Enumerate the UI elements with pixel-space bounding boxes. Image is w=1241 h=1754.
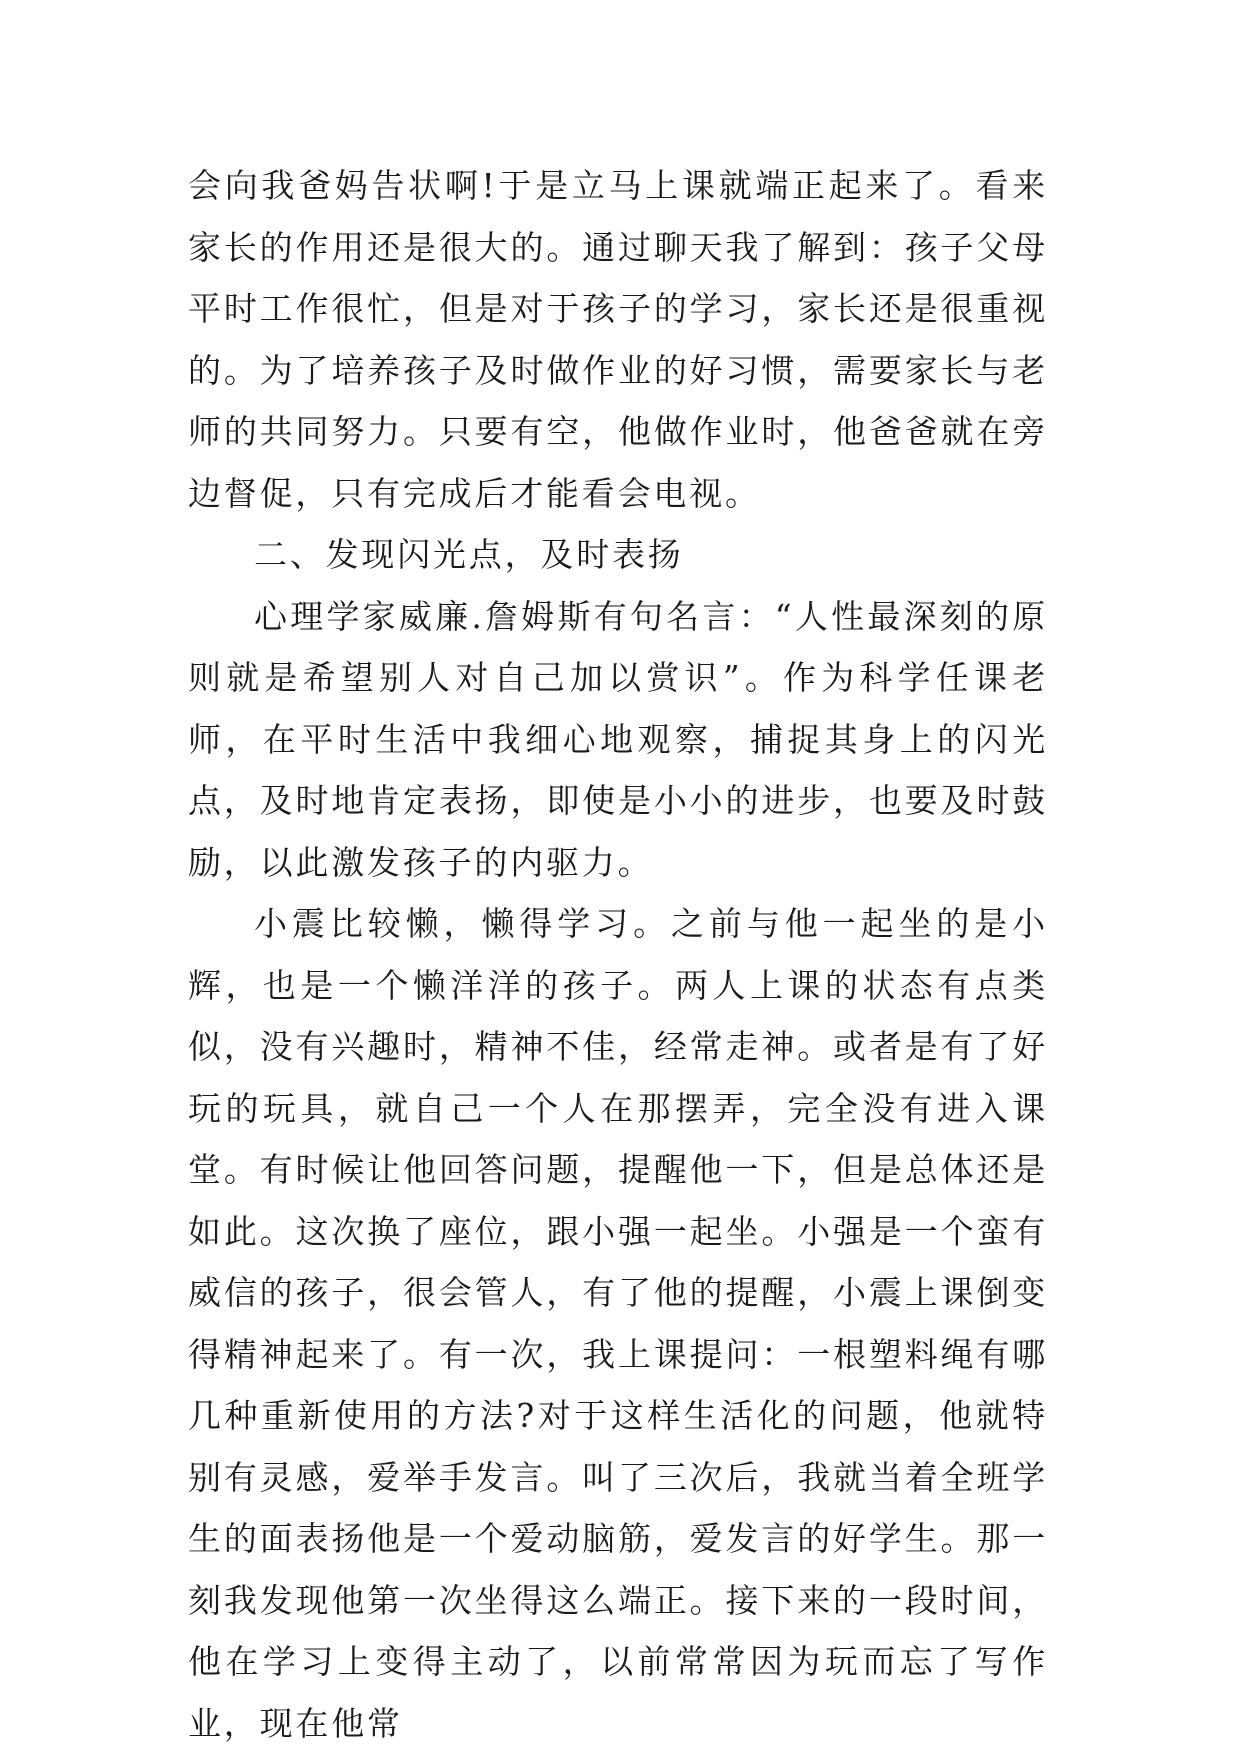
- document-body: [188, 155, 1048, 1754]
- paragraph-story: 小震比较懒，懒得学习。之前与他一起坐的是小辉，也是一个懒洋洋的孩子。两人上课的状态有点类似，没有兴趣时，精神不佳，经常走神。或者是有了好玩的玩具，就自己一个人在那摆弄，完全没有进入课堂。有时候让他回答问题，提醒他一下，但是总体还是如此。这次换了座位，跟小强一起坐。小强是一个蛮有威信的孩子，很会管人，有了他的提醒，小震上课倒变得精神起来了。有一次，我上课提问：一根塑料绳有哪几种重新使用的方法?对于这样生活化的问题，他就特别有灵感，爱举手发言。叫了三次后，我就当着全班学生的面表扬他是一个爱动脑筋，爱发言的好学生。那一刻我发现他第一次坐得这么端正。接下来的一段时间，他在学习上变得主动了，以前常常因为玩而忘了写作业，现在他常: [188, 904, 1048, 1743]
- paragraph-quote: 心理学家威廉.詹姆斯有句名言：“人性最深刻的原则就是希望别人对自己加以赏识”。作为科学任课老师，在平时生活中我细心地观察，捕捉其身上的闪光点，及时地肯定表扬，即使是小小的进步，也要及时鼓励，以此激发孩子的内驱力。: [188, 596, 1048, 882]
- paragraph-continuation: 会向我爸妈告状啊!于是立马上课就端正起来了。看来家长的作用还是很大的。通过聊天我了解到：孩子父母平时工作很忙，但是对于孩子的学习，家长还是很重视的。为了培养孩子及时做作业的好习惯，需要家长与老师的共同努力。只要有空，他做作业时，他爸爸就在旁边督促，只有完成后才能看会电视。: [188, 166, 1048, 513]
- section-heading: 二、发现闪光点，及时表扬: [254, 535, 684, 574]
